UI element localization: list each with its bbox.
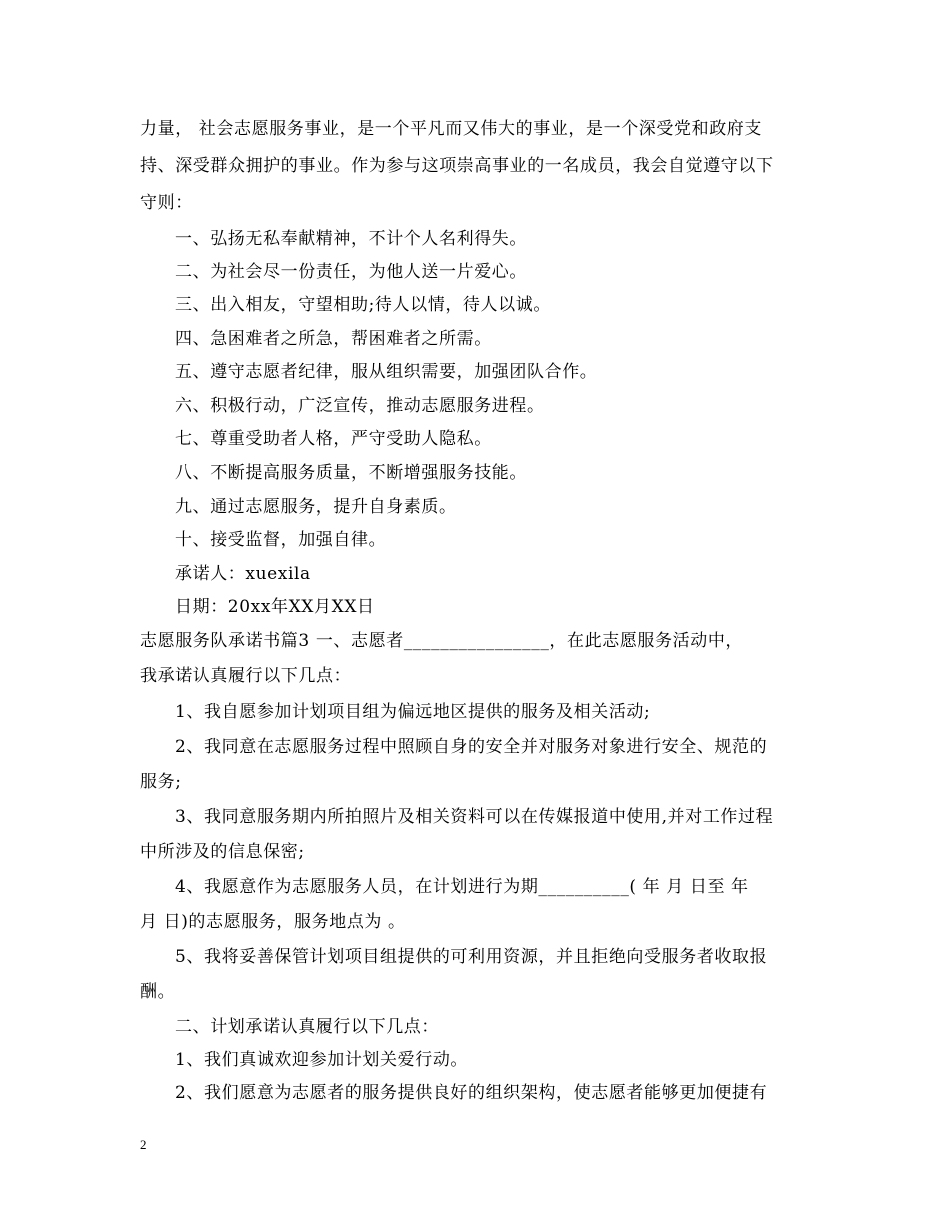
- pledge-item: 五、遵守志愿者纪律，服从组织需要，加强团队合作。: [175, 362, 598, 382]
- page-number: 2: [140, 1137, 147, 1152]
- body-text-line: 服务;: [140, 772, 182, 792]
- pledge-item: 八、不断提高服务质量，不断增强服务技能。: [175, 463, 527, 483]
- pledge-item: 一、弘扬无私奉献精神，不计个人名利得失。: [175, 229, 527, 249]
- body-text-line: 守则：: [140, 193, 193, 213]
- commitment-item: 1、我自愿参加计划项目组为偏远地区提供的服务及相关活动;: [175, 702, 651, 722]
- pledge-item: 六、积极行动，广泛宣传，推动志愿服务进程。: [175, 396, 545, 416]
- commitment-item: 5、我将妥善保管计划项目组提供的可利用资源，并且拒绝向受服务者收取报: [175, 947, 768, 967]
- body-text-line: 持、深受群众拥护的事业。作为参与这项崇高事业的一名成员，我会自觉遵守以下: [140, 156, 774, 176]
- signer-line: 承诺人：xuexila: [175, 564, 311, 584]
- date-line: 日期：20xx年XX月XX日: [175, 597, 375, 617]
- section-heading-line: 二、计划承诺认真履行以下几点：: [175, 1017, 439, 1037]
- commitment-item: 4、我愿意作为志愿服务人员，在计划进行为期__________( 年 月 日至 年: [175, 877, 749, 897]
- commitment-item: 2、我同意在志愿服务过程中照顾自身的安全并对服务对象进行安全、规范的: [175, 737, 768, 757]
- pledge-item: 九、通过志愿服务，提升自身素质。: [175, 497, 457, 517]
- body-text-line: 力量， 社会志愿服务事业，是一个平凡而又伟大的事业，是一个深受党和政府支: [140, 119, 763, 139]
- commitment-item: 1、我们真诚欢迎参加计划关爱行动。: [175, 1050, 469, 1070]
- pledge-item: 二、为社会尽一份责任，为他人送一片爱心。: [175, 262, 527, 282]
- pledge-item: 十、接受监督，加强自律。: [175, 530, 387, 550]
- body-text-line: 酬。: [140, 982, 176, 1002]
- pledge-item: 四、急困难者之所急，帮困难者之所需。: [175, 329, 492, 349]
- body-text-line: 月 日)的志愿服务，服务地点为 。: [140, 912, 406, 932]
- body-text-line: 中所涉及的信息保密;: [140, 842, 305, 862]
- commitment-item: 2、我们愿意为志愿者的服务提供良好的组织架构，使志愿者能够更加便捷有: [175, 1083, 768, 1103]
- pledge-item: 三、出入相友，守望相助;待人以情，待人以诚。: [175, 295, 551, 315]
- pledge-item: 七、尊重受助者人格，严守受助人隐私。: [175, 429, 492, 449]
- section-heading-line: 志愿服务队承诺书篇3 一、志愿者________________，在此志愿服务活动中，: [140, 631, 744, 651]
- commitment-item: 3、我同意服务期内所拍照片及相关资料可以在传媒报道中使用,并对工作过程: [175, 807, 774, 827]
- body-text-line: 我承诺认真履行以下几点：: [140, 666, 352, 686]
